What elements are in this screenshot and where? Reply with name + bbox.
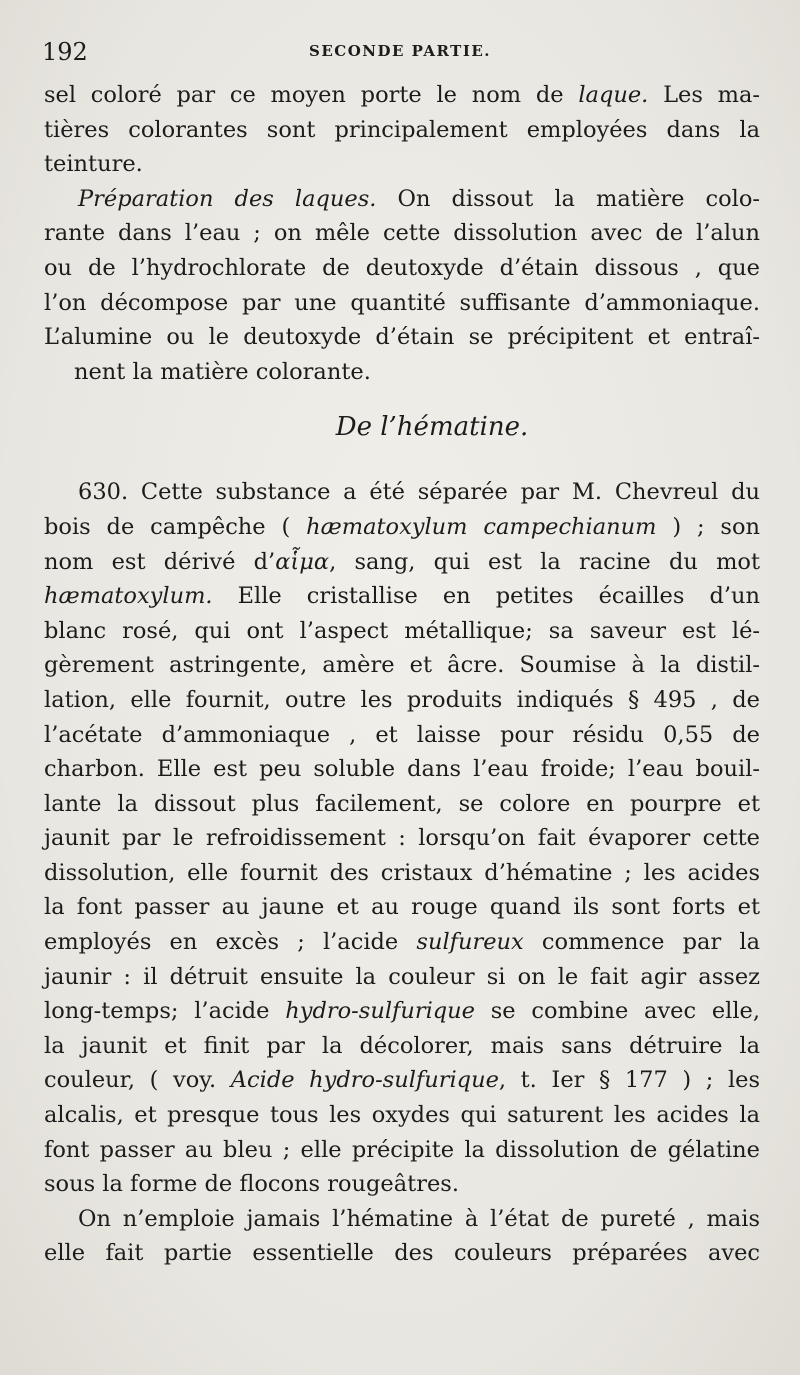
text-line: alcalis, et presque tous les oxydes qui saturent les acides la [44,1102,760,1129]
text-line: gèrement astringente, amère et âcre. Soumise à la distil- [44,652,760,679]
section-heading: De l’hématine. [335,412,529,443]
text-line: sous la forme de flocons rougeâtres. [44,1171,459,1198]
text-line: la jaunit et finit par la décolorer, mais sans détruire la [44,1032,760,1059]
text-line: elle fait partie essentielle des couleurs préparées avec [44,1240,760,1267]
text-line: sel coloré par ce moyen porte le nom de laque. Les ma- [44,82,760,108]
text-line: lation, elle fournit, outre les produits indiqués § 495 , de [44,686,760,713]
text-line: bois de campêche ( hæmatoxylum campechianum ) ; son [44,513,760,540]
text-line: Préparation des laques. On dissout la matière colo- [78,185,760,212]
text-line: jaunit par le refroidissement : lorsqu’on fait évaporer cette [44,825,760,852]
page-number: 192 [42,38,88,66]
running-title: SECONDE PARTIE. [308,42,491,60]
text-line: l’on décompose par une quantité suffisante d’ammoniaque. [44,289,760,316]
text-line: font passer au bleu ; elle précipite la dissolution de gélatine [44,1136,760,1163]
text-line: ou de l’hydrochlorate de deutoxyde d’étain dissous , que [44,254,760,281]
text-line: charbon. Elle est peu soluble dans l’eau froide; l’eau bouil- [44,756,760,783]
text-line: tières colorantes sont principalement employées dans la [44,116,760,143]
text-line: jaunir : il détruit ensuite la couleur si on le fait agir assez [44,963,760,990]
text-line: employés en excès ; l’acide sulfureux commence par la [44,929,761,956]
text-line: nom est dérivé d’αἷμα, sang, qui est la racine du mot [44,548,760,575]
running-head [40,38,760,68]
text-line: rante dans l’eau ; on mêle cette dissolution avec de l’alun [44,220,760,247]
text-line: On n’emploie jamais l’hématine à l’état de pureté , mais [78,1205,760,1232]
text-line: nent la matière colorante. [74,358,371,385]
text-line: l’acétate d’ammoniaque , et laisse pour résidu 0,55 de [44,721,760,748]
body-text [44,78,760,1271]
text-line: dissolution, elle fournit des cristaux d’hématine ; les acides [44,859,760,886]
text-line: lante la dissout plus facilement, se colore en pourpre et [44,790,760,817]
text-line: 630. Cette substance a été séparée par M. Chevreul du [78,479,760,506]
text-line: hæmatoxylum. Elle cristallise en petites écailles d’un [44,583,760,610]
text-line: teinture. [44,151,143,178]
text-line: L’alumine ou le deutoxyde d’étain se précipitent et entraî- [44,324,760,351]
text-line: long-temps; l’acide hydro-sulfurique se combine avec elle, [44,998,761,1025]
text-line: couleur, ( voy. Acide hydro-sulfurique, t. Ier § 177 ) ; les [44,1067,761,1094]
text-line: blanc rosé, qui ont l’aspect métallique; sa saveur est lé- [44,617,760,644]
text-line: la font passer au jaune et au rouge quand ils sont forts et [44,894,760,921]
